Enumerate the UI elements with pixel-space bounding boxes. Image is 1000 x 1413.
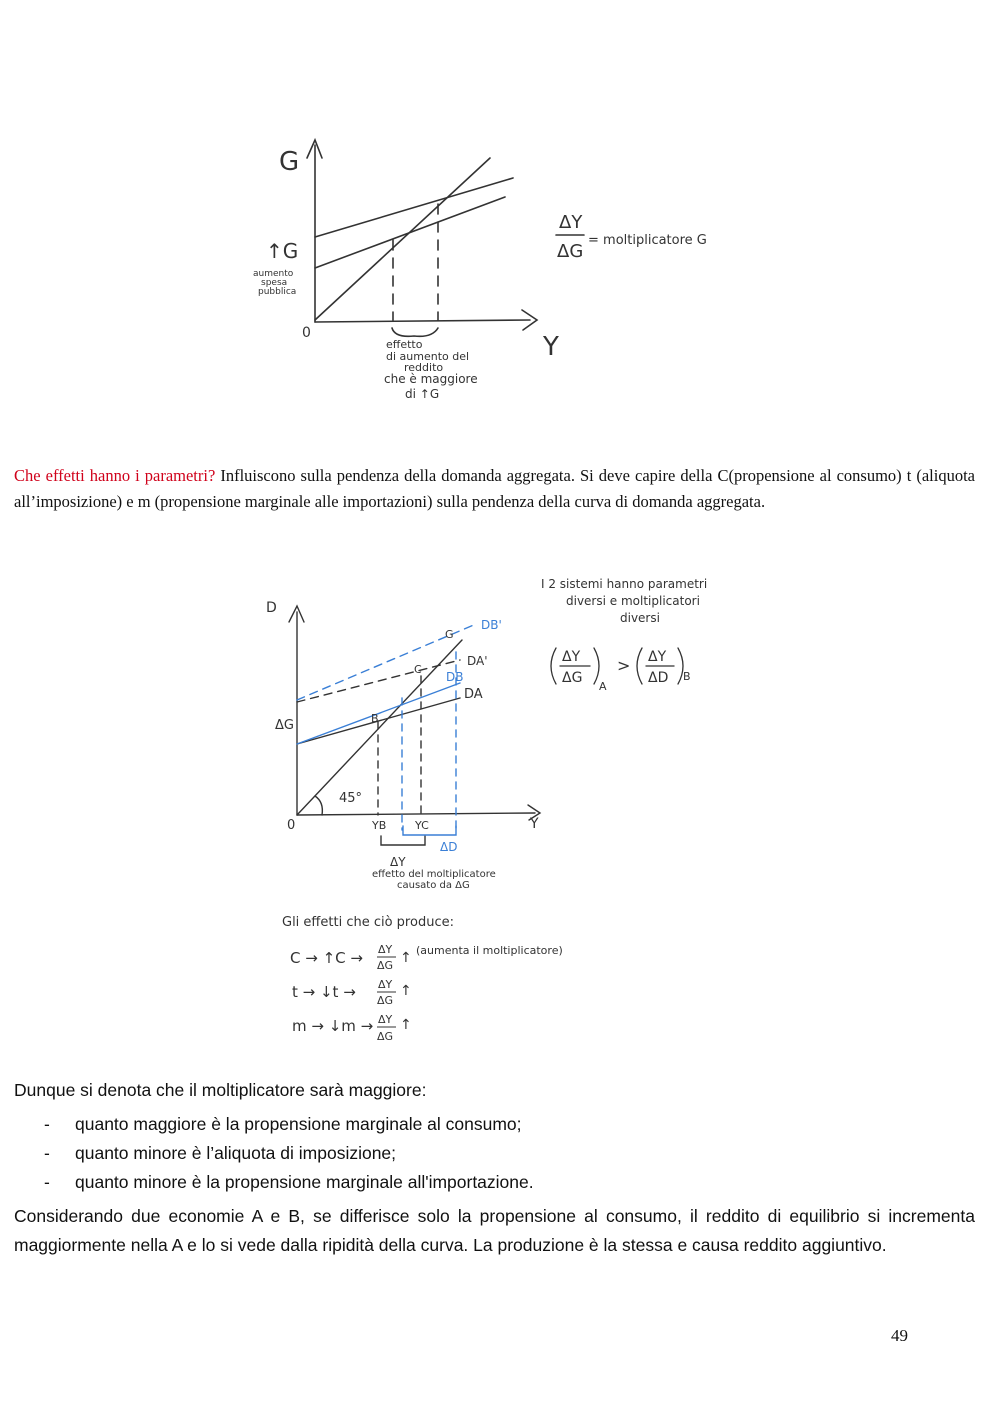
fig2-compare-op: > — [617, 656, 631, 675]
effects-row2-den: ΔG — [377, 994, 394, 1007]
fig2-sub-a: A — [599, 680, 607, 693]
fig2-label-da-prime: DA' — [467, 654, 488, 668]
effects-row3-arrow: ↑ — [400, 1017, 412, 1033]
fig2-x-axis — [297, 813, 535, 815]
figure-multiplier-g — [0, 0, 1000, 420]
page-number: 49 — [891, 1326, 908, 1345]
fig1-side-note-2: spesa — [261, 278, 288, 288]
fig1-effect-4: che è maggiore — [384, 372, 478, 386]
list-item — [14, 1168, 974, 1197]
fig1-effect-5: di ↑G — [405, 387, 440, 401]
fig2-point-c: C — [414, 663, 422, 676]
list-item — [14, 1110, 974, 1139]
bullet-dash: - — [44, 1172, 50, 1192]
fig2-axis-x-label: Y — [530, 816, 539, 832]
fig1-45-line — [315, 158, 490, 320]
fig2-label-db-prime: DB' — [481, 618, 502, 632]
fig2-label-db: DB — [446, 670, 464, 684]
effects-title: Gli effetti che ciò produce: — [282, 915, 454, 930]
fig2-bracket-dy — [381, 836, 425, 845]
fig2-paren-left-a — [551, 648, 556, 684]
fig2-axis-y-label: D — [266, 600, 277, 616]
list-item-text: quanto minore è la propensione marginale all'importazione. — [75, 1172, 534, 1192]
fig1-effect-2: di aumento del — [386, 350, 470, 363]
figure-two-systems — [0, 570, 1000, 1050]
effects-row3-num: ΔY — [378, 1013, 393, 1026]
paragraph-parameters-body: Influiscono sulla pendenza della domanda aggregata. Si deve capire della C(propensione al consumo) t (aliquota all’imposizione) e m (propensione marginale alle importazioni) sulla pendenza della curva di domanda aggregata. — [14, 466, 975, 511]
fig1-formula-rhs: = moltiplicatore G — [588, 233, 707, 248]
fig1-brace — [392, 328, 438, 336]
fig2-angle-arc — [315, 796, 322, 815]
fig2-line-da-prime — [297, 660, 460, 702]
bullet-dash: - — [44, 1114, 50, 1134]
fig2-delta-y: ΔY — [390, 855, 406, 869]
effects-row2-lhs: t → ↓t → — [292, 983, 356, 1001]
fig1-x-axis — [315, 320, 530, 322]
effects-row3-lhs: m → ↓m → — [292, 1017, 374, 1035]
fig2-note-1: I 2 sistemi hanno parametri — [541, 577, 708, 591]
fig2-bracket-dd — [403, 826, 456, 835]
effects-row3-den: ΔG — [377, 1030, 394, 1043]
fig2-origin: 0 — [287, 818, 296, 833]
effects-row1-num: ΔY — [378, 943, 393, 956]
fig2-delta-g: ΔG — [275, 718, 294, 733]
list-item-text: quanto maggiore è la propensione marginale al consumo; — [75, 1114, 522, 1134]
fig2-note-2: diversi e moltiplicatori — [566, 594, 700, 608]
effects-row1-den: ΔG — [377, 959, 394, 972]
fig2-tick-yb: YB — [372, 819, 387, 832]
fig1-axis-x-label: Y — [543, 332, 559, 362]
fig2-compare-den-b: ΔD — [648, 670, 669, 686]
fig1-formula-den: ΔG — [557, 241, 584, 262]
fig2-delta-d: ΔD — [440, 840, 458, 854]
fig2-paren-left-b — [637, 648, 642, 684]
effects-row1-lhs: C → ↑C → — [290, 949, 363, 967]
fig2-tick-yc: YC — [415, 819, 429, 832]
fig2-effect-2: causato da ΔG — [397, 880, 470, 891]
fig1-delta-g: ↑G — [266, 239, 299, 263]
paragraph-conclusion-intro: Dunque si denota che il moltiplicatore sarà maggiore: — [14, 1080, 427, 1100]
fig2-effect-1: effetto del moltiplicatore — [372, 869, 496, 880]
bullet-dash: - — [44, 1143, 50, 1163]
effects-row1-arrow: ↑ — [400, 950, 412, 966]
fig2-label-g: G — [445, 628, 454, 641]
fig1-effect-3: reddito — [404, 361, 444, 374]
paragraph-parameters — [14, 463, 975, 515]
effects-row1-note: (aumenta il moltiplicatore) — [416, 944, 563, 957]
question-text: Che effetti hanno i parametri? — [14, 466, 216, 485]
fig2-point-b: B — [371, 712, 379, 725]
fig1-formula-num: ΔY — [559, 212, 583, 233]
fig2-compare-den-a: ΔG — [562, 670, 583, 686]
fig2-paren-right-a — [594, 648, 599, 684]
paragraph-two-economies: Considerando due economie A e B, se differisce solo la propensione al consumo, il reddito di equilibrio si incrementa maggiormente nella A e lo si vede dalla ripidità della curva. La produzione è la stessa e causa reddito aggiuntivo. — [14, 1206, 975, 1255]
fig2-sub-b: B — [683, 670, 691, 683]
fig1-axis-y-label: G — [279, 147, 300, 177]
fig2-angle-label: 45° — [339, 791, 363, 806]
list-item-text: quanto minore è l’aliquota di imposizione; — [75, 1143, 397, 1163]
bullet-list — [14, 1110, 974, 1197]
effects-row2-num: ΔY — [378, 978, 393, 991]
fig1-effect-1: effetto — [386, 338, 423, 351]
fig2-compare-num-b: ΔY — [648, 649, 667, 665]
list-item — [14, 1139, 974, 1168]
fig2-compare-num-a: ΔY — [562, 649, 581, 665]
fig2-note-3: diversi — [620, 611, 660, 625]
effects-row2-arrow: ↑ — [400, 983, 412, 999]
fig1-origin: 0 — [302, 325, 311, 341]
fig1-demand-lower — [315, 197, 505, 268]
fig2-label-da: DA — [464, 687, 483, 702]
fig1-side-note-3: pubblica — [258, 287, 297, 297]
fig1-side-note-1: aumento — [253, 269, 294, 279]
